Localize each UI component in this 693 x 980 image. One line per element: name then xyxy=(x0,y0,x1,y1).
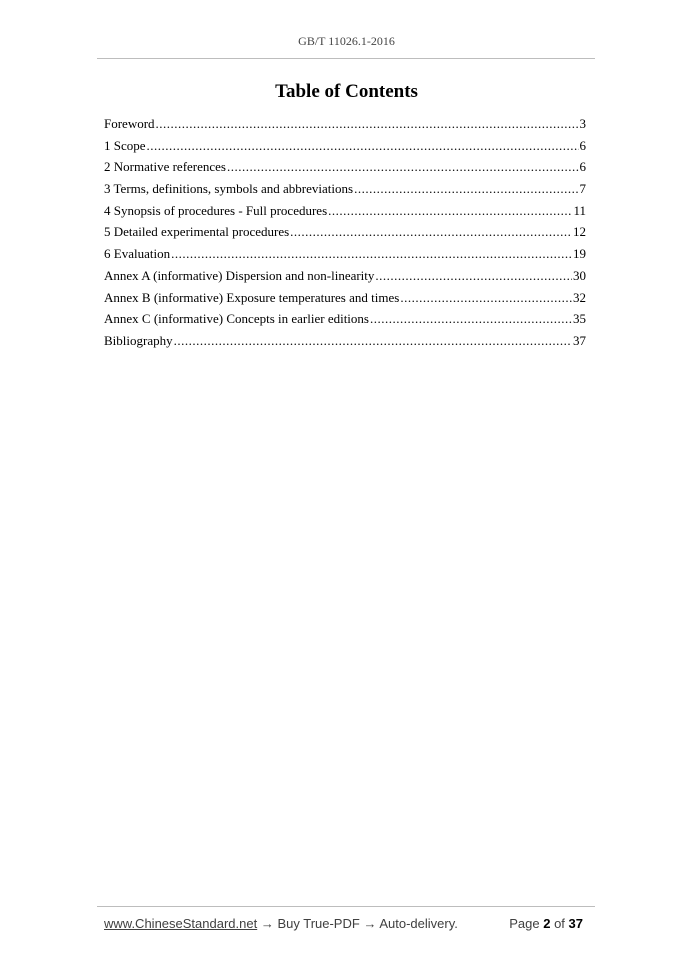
page-number xyxy=(509,916,583,931)
total-pages: 37 xyxy=(568,916,583,931)
toc-entry-page: 7 xyxy=(579,181,586,197)
toc-entry-page: 6 xyxy=(579,137,586,153)
dot-leader xyxy=(400,289,572,306)
dot-leader xyxy=(174,332,572,349)
toc-entry-scope[interactable] xyxy=(104,137,586,159)
dot-leader xyxy=(171,245,572,262)
dot-leader xyxy=(328,202,572,219)
toc-entry-page: 3 xyxy=(579,116,586,131)
page-word: Page xyxy=(509,916,540,931)
toc-entry-annex-a[interactable] xyxy=(104,267,586,289)
toc-entry-label: 4 Synopsis of procedures - Full procedures xyxy=(104,202,328,218)
table-of-contents xyxy=(104,115,586,354)
toc-entry-page: 35 xyxy=(573,311,586,327)
toc-entry-evaluation[interactable] xyxy=(104,245,586,267)
header-divider xyxy=(97,58,595,59)
auto-delivery-text: Auto-delivery. xyxy=(379,916,458,931)
buy-pdf-text: Buy True-PDF xyxy=(277,916,360,931)
toc-entry-page: 37 xyxy=(573,332,586,348)
toc-entry-label: Annex A (informative) Dispersion and non-linearity xyxy=(104,267,375,283)
site-link[interactable]: www.ChineseStandard.net xyxy=(104,916,258,931)
toc-entry-page: 32 xyxy=(573,289,586,305)
toc-entry-detailed-experimental-procedures[interactable] xyxy=(104,223,586,245)
document-id: GB/T 11026.1-2016 xyxy=(298,34,395,48)
page-footer xyxy=(104,916,583,931)
page-header xyxy=(0,34,693,49)
of-word: of xyxy=(554,916,565,931)
toc-entry-page: 12 xyxy=(573,224,586,240)
arrow-right-icon: → xyxy=(363,916,377,931)
arrow-right-icon: → xyxy=(260,916,274,931)
toc-entry-normative-references[interactable] xyxy=(104,158,586,180)
toc-entry-annex-b[interactable] xyxy=(104,289,586,311)
dot-leader xyxy=(375,267,572,284)
toc-entry-annex-c[interactable] xyxy=(104,310,586,332)
toc-entry-synopsis-of-procedures[interactable] xyxy=(104,202,586,224)
dot-leader xyxy=(290,223,572,240)
toc-entry-foreword[interactable] xyxy=(104,115,586,137)
dot-leader xyxy=(370,310,572,327)
toc-entry-label: 2 Normative references xyxy=(104,159,226,175)
toc-entry-label: Bibliography xyxy=(104,332,173,348)
footer-divider xyxy=(97,906,595,907)
footer-promo xyxy=(104,916,458,931)
toc-entry-label: 5 Detailed experimental procedures xyxy=(104,224,290,240)
toc-entry-label: 6 Evaluation xyxy=(104,246,171,262)
toc-title: Table of Contents xyxy=(275,81,418,102)
toc-entry-label: Annex B (informative) Exposure temperatures and times xyxy=(104,289,400,305)
dot-leader xyxy=(156,115,579,132)
toc-entry-terms-definitions[interactable] xyxy=(104,180,586,202)
dot-leader xyxy=(147,137,579,154)
toc-entry-bibliography[interactable] xyxy=(104,332,586,354)
toc-entry-label: Annex C (informative) Concepts in earlier editions xyxy=(104,311,369,327)
toc-entry-page: 30 xyxy=(573,267,586,283)
toc-entry-page: 19 xyxy=(573,246,586,262)
toc-entry-page: 11 xyxy=(573,202,586,218)
toc-entry-label: 1 Scope xyxy=(104,137,146,153)
dot-leader xyxy=(227,158,579,175)
current-page: 2 xyxy=(543,916,551,931)
toc-entry-label: 3 Terms, definitions, symbols and abbreviations xyxy=(104,181,354,197)
dot-leader xyxy=(354,180,578,197)
toc-entry-label: Foreword xyxy=(104,116,155,131)
toc-entry-page: 6 xyxy=(579,159,586,175)
